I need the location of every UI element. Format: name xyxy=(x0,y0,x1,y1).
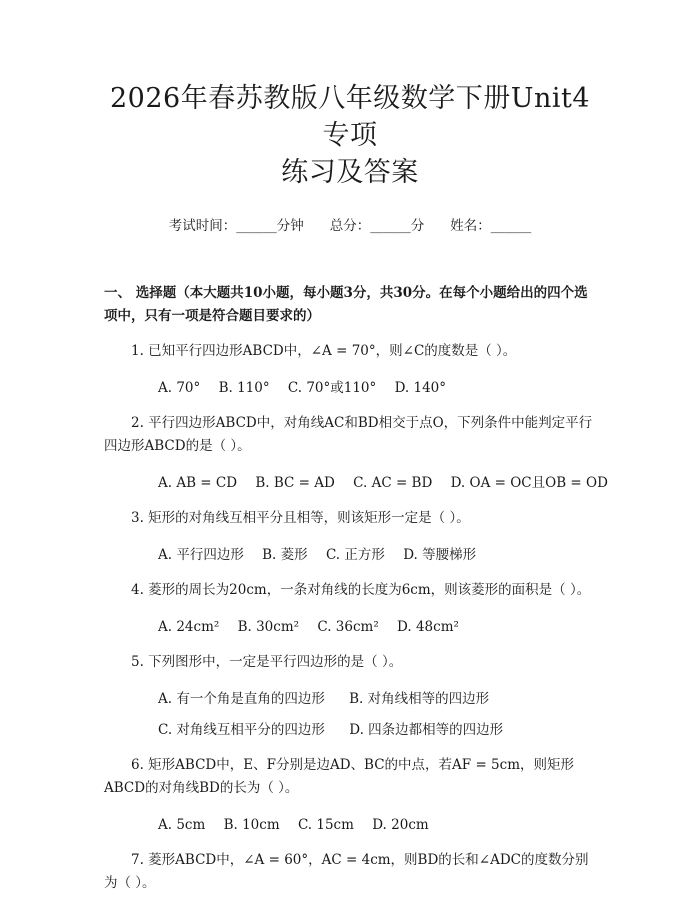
option-a: A. 平行四边形 xyxy=(158,547,244,563)
exam-time: 考试时间：______分钟 xyxy=(168,218,304,234)
question-6-options xyxy=(104,814,596,837)
exam-meta xyxy=(104,214,596,234)
student-name: 姓名：______ xyxy=(450,218,532,234)
option-d: D. 48cm² xyxy=(397,619,459,635)
document-title xyxy=(104,80,596,191)
question-5-options-row-1 xyxy=(104,688,596,711)
option-c: C. 36cm² xyxy=(317,619,379,635)
question-3-options xyxy=(104,544,596,567)
option-a: A. 70° xyxy=(158,380,201,396)
title-line-1: 2026年春苏教版八年级数学下册Unit4专项 xyxy=(109,83,591,151)
option-b: B. 110° xyxy=(218,380,270,396)
option-a: A. 24cm² xyxy=(158,619,220,635)
question-2-options xyxy=(104,472,608,495)
option-a: A. 5cm xyxy=(158,817,206,833)
question-5-options-row-2 xyxy=(104,719,596,742)
question-3: 3. 矩形的对角线互相平分且相等，则该矩形一定是（ ）。 xyxy=(131,510,470,526)
question-4-options xyxy=(104,616,596,639)
section-heading: 一、 选择题（本大题共10小题，每小题3分，共30分。在每个小题给出的四个选项中，只有一项是符合题目要求的） xyxy=(104,285,588,324)
exam-score: 总分：______分 xyxy=(329,218,425,234)
option-b: B. BC = AD xyxy=(255,475,335,491)
option-b: B. 30cm² xyxy=(237,619,300,635)
question-2: 2. 平行四边形ABCD中，对角线AC和BD相交于点O，下列条件中能判定平行四边形ABCD的是（ ）。 xyxy=(104,415,593,454)
option-c: C. 70°或110° xyxy=(287,380,377,396)
question-4: 4. 菱形的周长为20cm，一条对角线的长度为6cm，则该菱形的面积是（ ）。 xyxy=(131,582,591,598)
option-d: D. 四条边都相等的四边形 xyxy=(349,722,504,738)
option-d: D. 140° xyxy=(394,380,447,396)
option-a: A. AB = CD xyxy=(158,475,238,491)
option-c: C. 正方形 xyxy=(325,547,385,563)
option-d: D. 20cm xyxy=(372,817,429,833)
option-b: B. 10cm xyxy=(223,817,280,833)
option-b: B. 对角线相等的四边形 xyxy=(349,691,490,707)
option-b: B. 菱形 xyxy=(262,547,308,563)
option-c: C. 对角线互相平分的四边形 xyxy=(158,722,325,738)
title-line-2: 练习及答案 xyxy=(281,157,419,188)
question-5: 5. 下列图形中，一定是平行四边形的是（ ）。 xyxy=(131,654,403,670)
option-c: C. 15cm xyxy=(297,817,354,833)
question-1-options xyxy=(104,377,596,400)
option-a: A. 有一个角是直角的四边形 xyxy=(158,691,325,707)
option-c: C. AC = BD xyxy=(353,475,433,491)
option-d: D. OA = OC且OB = OD xyxy=(450,475,608,491)
question-6: 6. 矩形ABCD中，E、F分别是边AD、BC的中点，若AF = 5cm，则矩形ABCD的对角线BD的长为（ ）。 xyxy=(104,757,575,796)
question-7: 7. 菱形ABCD中，∠A = 60°，AC = 4cm，则BD的长和∠ADC的度数分别为（ ）。 xyxy=(104,852,589,891)
option-d: D. 等腰梯形 xyxy=(403,547,477,563)
question-1: 1. 已知平行四边形ABCD中，∠A = 70°，则∠C的度数是（ ）。 xyxy=(131,343,517,359)
